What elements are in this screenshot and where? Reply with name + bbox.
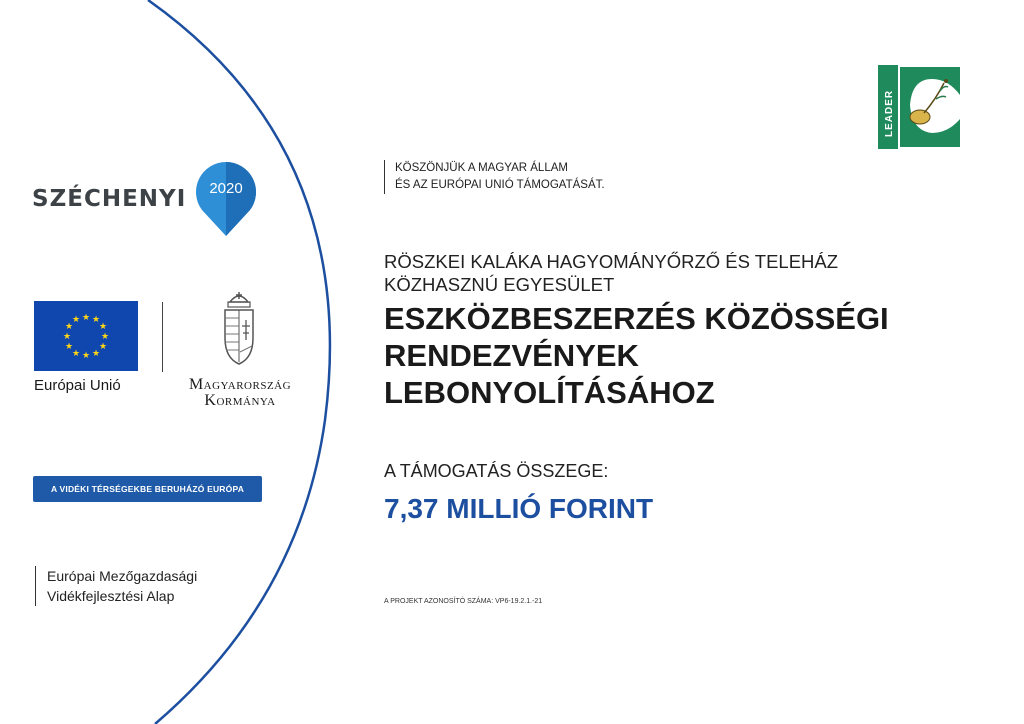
fund-name: [35, 566, 197, 606]
thanks-note-line1: KÖSZÖNJÜK A MAGYAR ÁLLAM: [395, 162, 568, 174]
svg-text:★: ★: [64, 322, 74, 332]
svg-text:★: ★: [62, 332, 72, 342]
szechenyi-year: 2020: [209, 180, 243, 197]
svg-text:★: ★: [98, 322, 108, 332]
szechenyi-2020-logo: [32, 160, 258, 238]
eu-stars: [34, 301, 138, 371]
project-title-line2: RENDEZVÉNYEK: [384, 338, 639, 373]
project-title-line1: ESZKÖZBESZERZÉS KÖZÖSSÉGI: [384, 301, 889, 336]
svg-text:★: ★: [71, 349, 81, 359]
svg-text:★: ★: [98, 342, 108, 352]
svg-text:★: ★: [81, 313, 91, 323]
thanks-note-line2: ÉS AZ EURÓPAI UNIÓ TÁMOGATÁSÁT.: [395, 179, 605, 191]
grant-label: A TÁMOGATÁS ÖSSZEGE:: [384, 461, 609, 481]
rural-europe-badge: A VIDÉKI TÉRSÉGEKBE BERUHÁZÓ EURÓPA: [33, 476, 262, 502]
beneficiary-name: [384, 250, 944, 296]
project-title: [384, 300, 984, 411]
eu-flag-icon: [34, 301, 138, 371]
svg-text:★: ★: [64, 342, 74, 352]
svg-text:★: ★: [91, 315, 101, 325]
leader-logo-icon: [878, 65, 962, 149]
government-label: [160, 377, 320, 409]
grant-amount: 7,37 MILLIÓ FORINT: [384, 493, 654, 524]
leader-logo-word: LEADER: [884, 89, 895, 137]
beneficiary-name-line1: RÖSZKEI KALÁKA HAGYOMÁNYŐRZŐ ÉS TELEHÁZ: [384, 251, 839, 272]
eu-label: Európai Unió: [34, 377, 121, 394]
szechenyi-pin-icon: [194, 160, 258, 238]
szechenyi-word: SZÉCHENYI: [32, 186, 187, 212]
beneficiary-name-line2: KÖZHASZNÚ EGYESÜLET: [384, 274, 615, 295]
fund-name-line1: Európai Mezőgazdasági: [47, 568, 198, 584]
government-label-line1: Magyarország: [188, 376, 292, 393]
fund-name-line2: Vidékfejlesztési Alap: [47, 588, 175, 604]
logo-divider: [162, 302, 163, 372]
government-label-line2: Kormánya: [204, 392, 276, 409]
thanks-note: [384, 160, 605, 194]
project-title-line3: LEBONYOLÍTÁSÁHOZ: [384, 375, 715, 410]
svg-text:★: ★: [100, 332, 110, 342]
project-id: A PROJEKT AZONOSÍTÓ SZÁMA: VP6-19.2.1.-21: [384, 598, 543, 605]
svg-text:★: ★: [71, 315, 81, 325]
svg-text:★: ★: [81, 351, 91, 361]
svg-text:★: ★: [91, 349, 101, 359]
hungarian-coat-of-arms-icon: [218, 290, 260, 368]
